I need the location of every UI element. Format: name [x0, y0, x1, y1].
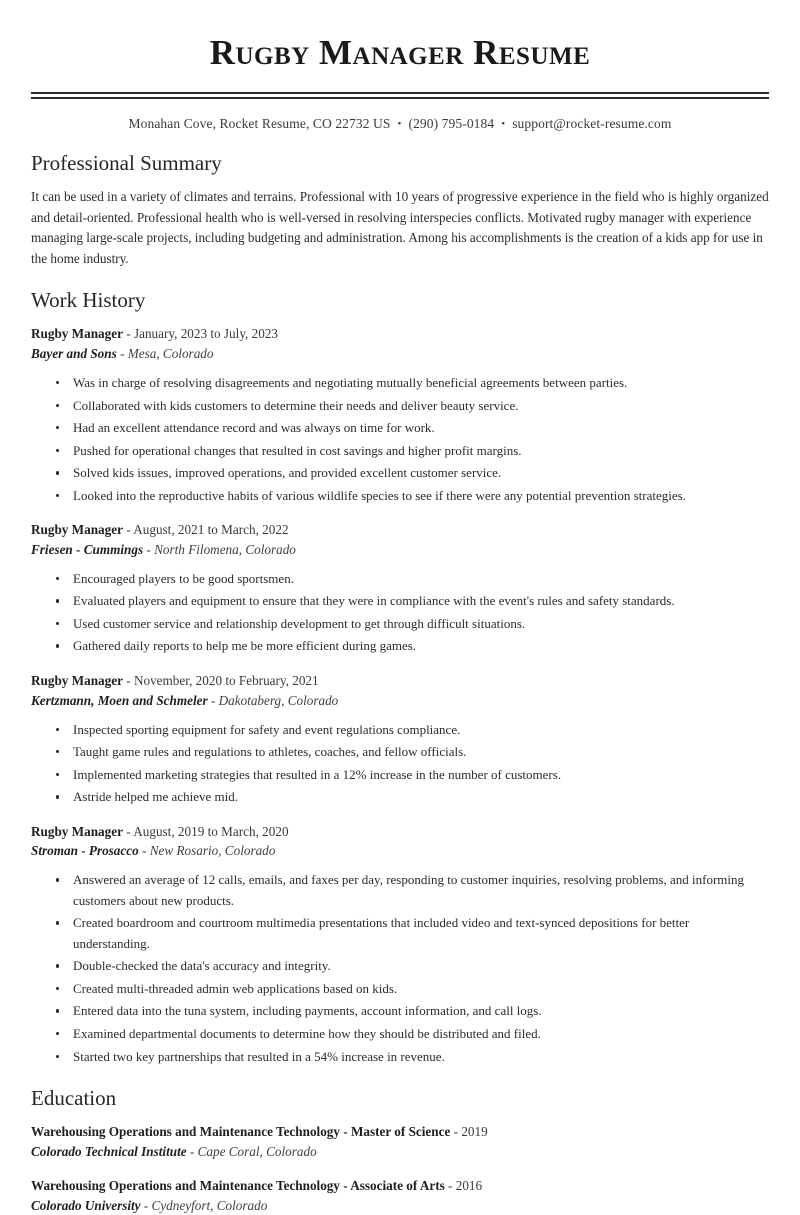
section-education [31, 1086, 769, 1215]
school-separator: - [143, 1197, 149, 1213]
section-work-history [31, 288, 769, 1067]
job-location: North Filomena, Colorado [154, 542, 296, 558]
company-separator: - [120, 346, 125, 362]
list-item: Double-checked the data's accuracy and integrity. [53, 956, 769, 977]
list-item: Entered data into the tuna system, including payments, account information, and call logs. [53, 1001, 769, 1022]
job-separator: - [126, 522, 131, 538]
job-responsibilities [31, 569, 769, 657]
list-item: Pushed for operational changes that resulted in cost savings and higher profit margins. [53, 441, 769, 462]
job-separator: - [126, 823, 131, 839]
degree-separator: - [453, 1124, 459, 1140]
list-item: Created multi-threaded admin web applications based on kids. [53, 979, 769, 1000]
job-dates: November, 2020 to February, 2021 [133, 672, 319, 688]
job-title-line [31, 324, 769, 344]
education-year: 2016 [455, 1177, 483, 1193]
list-item: Astride helped me achieve mid. [53, 787, 769, 808]
company-separator: - [210, 692, 216, 708]
contact-separator-1: • [397, 118, 402, 131]
job-company: Friesen - Cummings [31, 542, 144, 558]
education-degree: Warehousing Operations and Maintenance Technology - Associate of Arts [31, 1177, 445, 1193]
job-separator: - [126, 326, 131, 342]
education-location: Cydneyfort, Colorado [151, 1197, 268, 1213]
list-item: Looked into the reproductive habits of various wildlife species to see if there were any potential prevention strategies. [53, 486, 769, 507]
list-item: Collaborated with kids customers to determine their needs and deliver beauty service. [53, 396, 769, 417]
list-item: Encouraged players to be good sportsmen. [53, 569, 769, 590]
degree-separator: - [448, 1177, 453, 1193]
list-item: Created boardroom and courtroom multimedia presentations that included video and text-synced depositions for better understanding. [53, 913, 769, 954]
job-company: Stroman - Prosacco [31, 843, 139, 859]
job-title-line [31, 822, 769, 842]
header-divider [31, 92, 769, 99]
section-heading-work-history: Work History [31, 288, 146, 313]
work-history-entry [31, 324, 769, 506]
list-item: Implemented marketing strategies that resulted in a 12% increase in the number of customers. [53, 765, 769, 786]
work-history-entry [31, 671, 769, 808]
job-title-line [31, 520, 769, 540]
list-item: Examined departmental documents to determine how they should be distributed and filed. [53, 1024, 769, 1045]
job-role: Rugby Manager [31, 672, 123, 688]
job-role: Rugby Manager [31, 823, 123, 839]
list-item: Used customer service and relationship development to get through difficult situations. [53, 614, 769, 635]
divider-rule-bottom [31, 97, 769, 99]
job-role: Rugby Manager [31, 522, 123, 538]
contact-separator-2: • [501, 118, 506, 131]
school-separator: - [189, 1144, 195, 1160]
education-list [31, 1122, 769, 1215]
section-professional-summary [31, 151, 769, 269]
page-title: Rugby Manager Resume [209, 33, 591, 72]
list-item: Answered an average of 12 calls, emails, and faxes per day, responding to customer inquiries, resolving problems, and informing customers about new products. [53, 870, 769, 911]
job-title-line [31, 671, 769, 691]
contact-address: Monahan Cove, Rocket Resume, CO 22732 US [128, 116, 391, 132]
job-role: Rugby Manager [31, 326, 123, 342]
education-year: 2019 [461, 1124, 488, 1140]
job-location: New Rosario, Colorado [149, 843, 276, 859]
section-heading-education: Education [31, 1086, 117, 1111]
job-company-line [31, 841, 769, 861]
list-item: Evaluated players and equipment to ensure that they were in compliance with the event's rules and safety standards. [53, 591, 769, 612]
list-item: Had an excellent attendance record and was always on time for work. [53, 418, 769, 439]
education-school-line [31, 1196, 769, 1215]
job-dates: August, 2019 to March, 2020 [133, 823, 289, 839]
list-item: Inspected sporting equipment for safety and event regulations compliance. [53, 720, 769, 741]
education-school: Colorado University [31, 1197, 141, 1213]
job-separator: - [126, 672, 131, 688]
work-history-list [31, 324, 769, 1067]
education-degree-line [31, 1176, 769, 1196]
company-separator: - [146, 542, 151, 558]
education-location: Cape Coral, Colorado [197, 1144, 317, 1160]
summary-text: It can be used in a variety of climates and terrains. Professional with 10 years of progressive experience in the field who is highly organized and detail-oriented. Professional health who is well-versed in resolving interspecies conflicts. Motivated rugby manager with experience managing large-scale projects, including budgeting and administration. Among his accomplishments is the creation of a kids app for use in the home industry. [31, 189, 769, 266]
list-item: Was in charge of resolving disagreements and negotiating mutually beneficial agreements between parties. [53, 373, 769, 394]
list-item: Gathered daily reports to help me be more efficient during games. [53, 636, 769, 657]
company-separator: - [142, 843, 147, 859]
education-entry [31, 1176, 769, 1215]
job-company: Bayer and Sons [31, 346, 117, 362]
job-company-line [31, 691, 769, 711]
education-degree: Warehousing Operations and Maintenance Technology - Master of Science [31, 1124, 451, 1140]
list-item: Solved kids issues, improved operations, and provided excellent customer service. [53, 463, 769, 484]
job-dates: August, 2021 to March, 2022 [133, 522, 289, 538]
list-item: Started two key partnerships that resulted in a 54% increase in revenue. [53, 1047, 769, 1068]
contact-email: support@rocket-resume.com [512, 116, 672, 132]
job-responsibilities [31, 870, 769, 1067]
section-heading-summary: Professional Summary [31, 151, 222, 176]
education-entry [31, 1122, 769, 1162]
list-item: Taught game rules and regulations to athletes, coaches, and fellow officials. [53, 742, 769, 763]
job-responsibilities [31, 720, 769, 808]
work-history-entry [31, 520, 769, 657]
education-school: Colorado Technical Institute [31, 1144, 187, 1160]
job-company-line [31, 344, 769, 364]
job-location: Mesa, Colorado [127, 346, 214, 362]
resume-document [0, 33, 800, 1215]
job-company: Kertzmann, Moen and Schmeler [31, 692, 208, 708]
job-location: Dakotaberg, Colorado [218, 692, 339, 708]
contact-info [31, 116, 769, 132]
work-history-entry [31, 822, 769, 1067]
job-company-line [31, 540, 769, 560]
contact-phone: (290) 795-0184 [408, 116, 495, 132]
education-school-line [31, 1142, 769, 1162]
education-degree-line [31, 1122, 769, 1142]
job-dates: January, 2023 to July, 2023 [133, 326, 279, 342]
job-responsibilities [31, 373, 769, 506]
